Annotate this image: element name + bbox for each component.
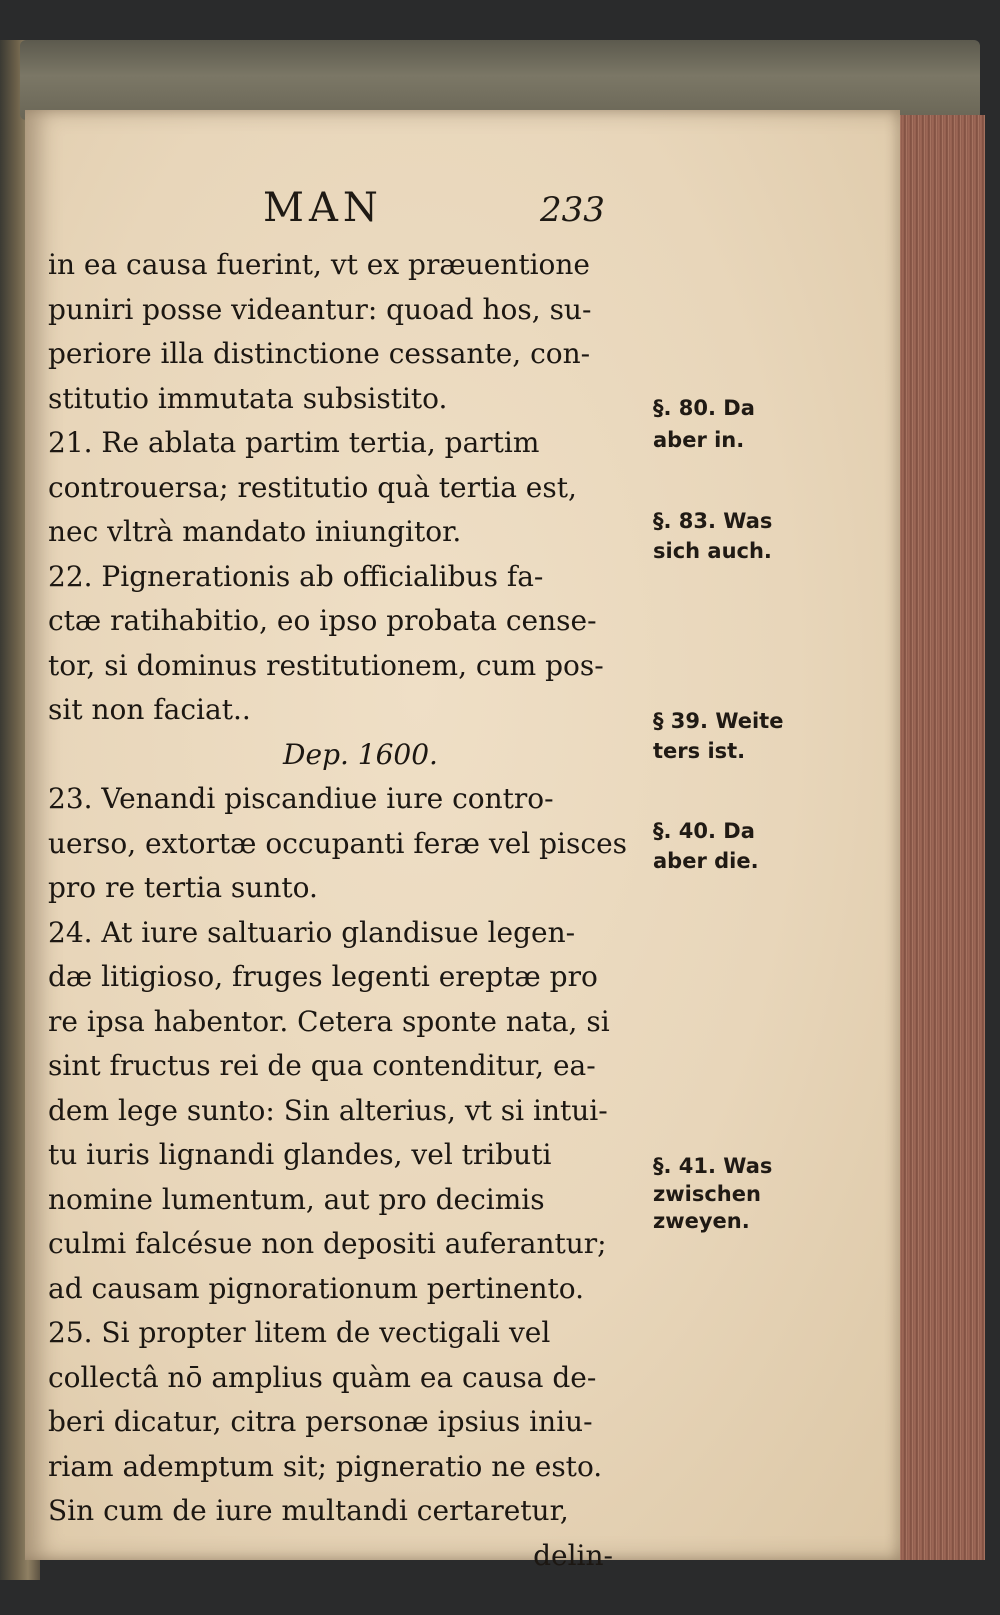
- text-line: pro re tertia sunto.: [48, 871, 318, 904]
- text-line: in ea causa fuerint, vt ex præuentione: [48, 248, 590, 281]
- text-line: controuersa; restitutio quà tertia est,: [48, 470, 577, 504]
- text-line: collectâ nō amplius quàm ea causa de-: [48, 1360, 597, 1394]
- text-line: stitutio immutata subsistito.: [48, 381, 448, 415]
- text-line: Sin cum de iure multandi certaretur,: [48, 1494, 569, 1527]
- text-line: riam ademptum sit; pigneratio ne esto.: [48, 1449, 603, 1483]
- text-line: 24. At iure saltuario glandisue legen-: [48, 915, 576, 949]
- text-line: nec vltrà mandato iniungitor.: [48, 515, 462, 548]
- margin-note: zwischen: [653, 1182, 761, 1206]
- margin-note: zweyen.: [653, 1209, 750, 1233]
- text-line: puniri posse videantur: quoad hos, su-: [48, 292, 592, 326]
- text-line: uerso, extortæ occupanti feræ vel pisces: [48, 826, 628, 860]
- text-line: ad causam pignorationum pertinento.: [48, 1271, 585, 1305]
- text-line: re ipsa habentor. Cetera sponte nata, si: [48, 1004, 610, 1038]
- text-line: 21. Re ablata partim tertia, partim: [48, 426, 540, 459]
- section-date: Dep. 1600.: [283, 737, 438, 771]
- margin-note: aber in.: [653, 428, 745, 452]
- margin-note: ters ist.: [653, 739, 746, 763]
- text-line: 23. Venandi piscandiue iure contro-: [48, 782, 554, 815]
- body-text: [48, 243, 784, 1578]
- margin-note: aber die.: [653, 849, 759, 873]
- margin-note: §. 83. Was: [653, 509, 773, 533]
- text-line: ctæ ratihabitio, eo ipso probata cense-: [48, 604, 597, 637]
- text-line: sit non faciat..: [48, 693, 251, 726]
- page-edges: [895, 115, 985, 1560]
- margin-note: § 39. Weite: [653, 709, 784, 733]
- margin-note: sich auch.: [653, 539, 772, 563]
- text-line: dem lege sunto: Sin alterius, vt si intui-: [48, 1093, 608, 1127]
- margin-note: §. 41. Was: [653, 1154, 773, 1178]
- text-line: sint fructus rei de qua contenditur, ea-: [48, 1049, 596, 1082]
- text-line: 25. Si propter litem de vectigali vel: [48, 1316, 551, 1349]
- text-line: nomine lumentum, aut pro decimis: [48, 1182, 545, 1216]
- text-line: 22. Pignerationis ab officialibus fa-: [48, 559, 544, 593]
- running-header: MAN: [263, 185, 383, 231]
- margin-note: §. 80. Da: [653, 396, 755, 420]
- text-line: tu iuris lignandi glandes, vel tributi: [48, 1138, 552, 1171]
- book-cover-edge: [20, 40, 980, 120]
- catchword: delin-: [533, 1538, 613, 1572]
- text-line: beri dicatur, citra personæ ipsius iniu-: [48, 1405, 593, 1438]
- text-line: dæ litigioso, fruges legenti ereptæ pro: [48, 960, 598, 993]
- margin-note: §. 40. Da: [653, 819, 755, 843]
- text-line: periore illa distinctione cessante, con-: [48, 337, 591, 370]
- text-line: tor, si dominus restitutionem, cum pos-: [48, 648, 604, 682]
- text-line: culmi falcésue non depositi auferantur;: [48, 1227, 607, 1260]
- page-number: 233: [540, 190, 605, 230]
